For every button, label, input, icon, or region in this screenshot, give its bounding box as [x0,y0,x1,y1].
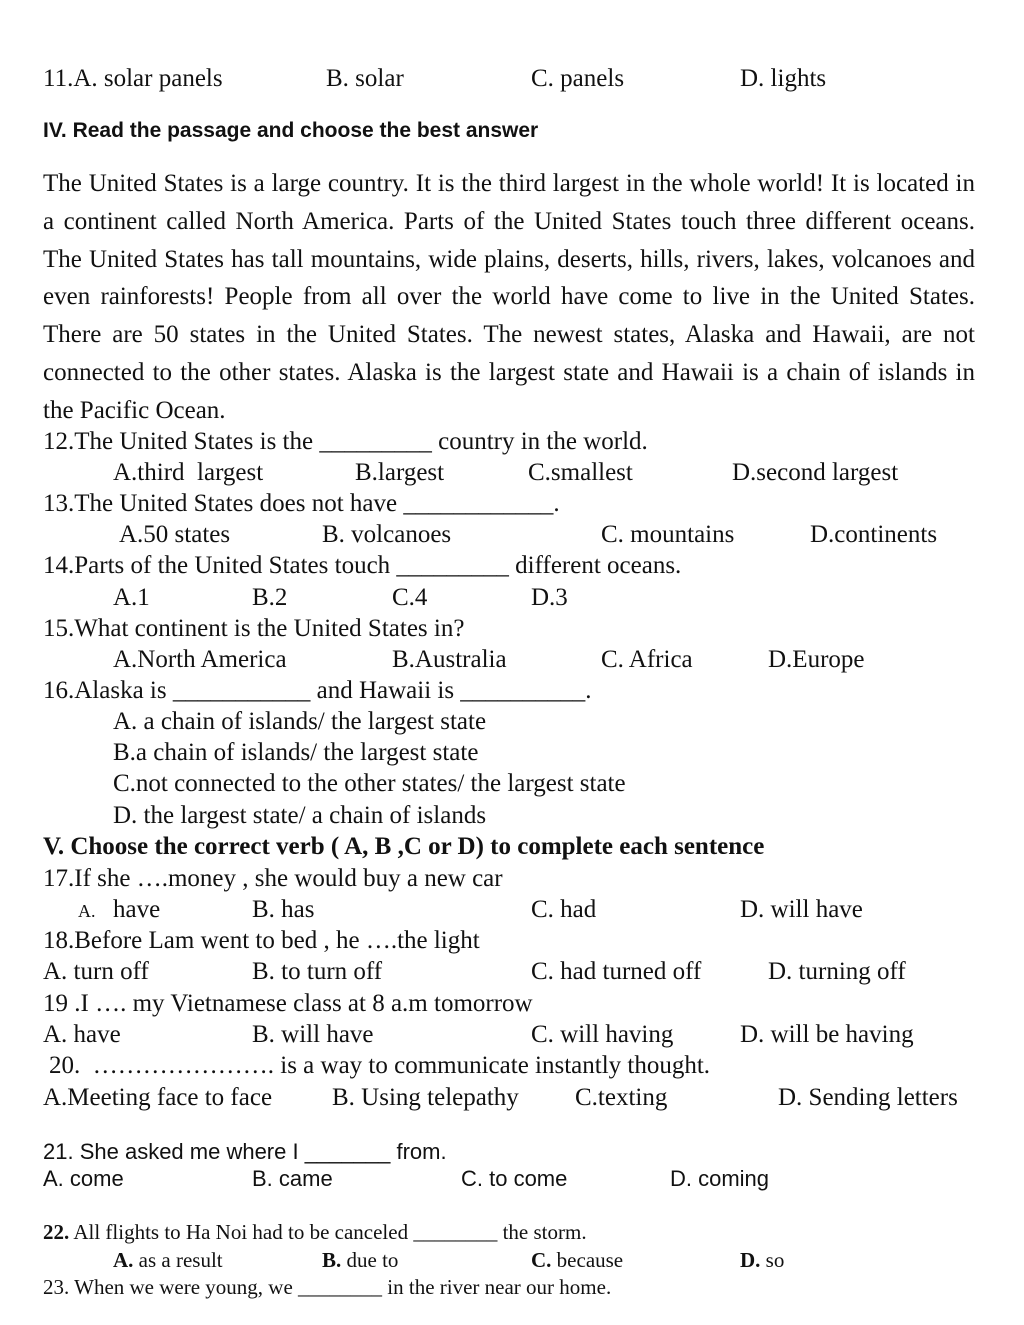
q16-stem: 16.Alaska is ___________ and Hawaii is __________. [43,677,592,704]
q12-stem: 12.The United States is the _________ country in the world. [43,428,648,455]
q21-option-b: B. came [252,1166,333,1191]
q17-option-a: have [113,896,161,923]
q22-option-d [740,1250,784,1271]
q16-option-c: C.not connected to the other states/ the largest state [113,770,626,797]
q18-option-a: A. turn off [43,958,149,985]
q12-option-b: B.largest [355,459,445,486]
q13-option-d: D.continents [810,521,938,548]
q20-option-c: C.texting [575,1084,668,1111]
q22-option-d-letter: D. [740,1248,761,1272]
q17-option-a-letter: A. [78,901,96,921]
section-4-heading: IV. Read the passage and choose the best answer [43,119,539,142]
q20-stem: 20. …………………. is a way to communicate instantly thought. [49,1052,711,1079]
q22-option-a-text: as a result [133,1248,223,1272]
q19-option-d: D. will be having [740,1021,914,1048]
q20-option-b: B. Using telepathy [332,1084,519,1111]
q11-option-c: C. panels [531,65,625,92]
q13-stem: 13.The United States does not have ____________. [43,490,560,517]
q22-option-a-letter: A. [113,1248,134,1272]
q22-stem-text: All flights to Ha Noi had to be canceled ________ the storm. [69,1220,587,1244]
q22-option-c-text: because [551,1248,624,1272]
q19-option-b: B. will have [252,1021,374,1048]
section-5-heading: V. Choose the correct verb ( A, B ,C or D) to complete each sentence [43,833,765,860]
q17-option-b: B. has [252,896,315,923]
q17-option-c: C. had [531,896,597,923]
q15-option-c: C. Africa [601,646,693,673]
q12-option-a: A.third largest [113,459,264,486]
q16-option-b: B.a chain of islands/ the largest state [113,739,479,766]
q22-number: 22. [43,1220,70,1244]
q16-option-d: D. the largest state/ a chain of islands [113,802,487,829]
q12-option-c: C.smallest [528,459,633,486]
q20-option-a: A.Meeting face to face [43,1084,273,1111]
q11-option-a: 11.A. solar panels [43,65,223,92]
q15-option-b: B.Australia [392,646,507,673]
q22-option-c-letter: C. [531,1248,552,1272]
q22-stem [43,1222,587,1243]
q14-stem: 14.Parts of the United States touch _________ different oceans. [43,552,682,579]
q22-option-b [322,1250,398,1271]
q15-option-d: D.Europe [768,646,865,673]
q14-option-d: D.3 [531,584,568,611]
q18-option-d: D. turning off [768,958,906,985]
q14-option-b: B.2 [252,584,288,611]
q16-option-a: A. a chain of islands/ the largest state [113,708,487,735]
q19-stem: 19 .I …. my Vietnamese class at 8 a.m tomorrow [43,990,533,1017]
q13-option-b: B. volcanoes [322,521,452,548]
q11-option-b: B. solar [326,65,404,92]
q18-option-b: B. to turn off [252,958,383,985]
q20-option-d: D. Sending letters [778,1084,958,1111]
q15-stem: 15.What continent is the United States in? [43,615,465,642]
q14-option-a: A.1 [113,584,150,611]
q19-option-a: A. have [43,1021,121,1048]
q11-option-d: D. lights [740,65,827,92]
q15-option-a: A.North America [113,646,287,673]
q13-option-c: C. mountains [601,521,735,548]
q21-option-c: C. to come [461,1166,568,1191]
q22-option-a [113,1250,223,1271]
q13-option-a: A.50 states [119,521,231,548]
q19-option-c: C. will having [531,1021,674,1048]
q12-option-d: D.second largest [732,459,899,486]
q22-option-d-text: so [760,1248,785,1272]
q17-option-d: D. will have [740,896,863,923]
q23-stem: 23. When we were young, we ________ in the river near our home. [43,1275,612,1299]
q22-option-c [531,1250,623,1271]
q22-option-b-letter: B. [322,1248,342,1272]
reading-passage: The United States is a large country. It is the third largest in the whole world! It is located in a continent called North America. Parts of the United States touch three different oceans. The United States has tall mountains, wide plains, deserts, hills, rivers, lakes, volcanoes and even rainforests! People from all over the world have come to live in the United States. There are 50 states in the United States. The newest states, Alaska and Hawaii, are not connected to the other states. Alaska is the largest state and Hawaii is a chain of islands in the Pacific Ocean. [43,170,975,424]
q22-option-b-text: due to [341,1248,399,1272]
q18-option-c: C. had turned off [531,958,702,985]
q21-option-d: D. coming [670,1166,770,1191]
q14-option-c: C.4 [392,584,428,611]
q18-stem: 18.Before Lam went to bed , he ….the light [43,927,480,954]
q17-stem: 17.If she ….money , she would buy a new car [43,865,503,892]
q21-stem: 21. She asked me where I _______ from. [43,1139,447,1164]
q21-option-a: A. come [43,1166,124,1191]
